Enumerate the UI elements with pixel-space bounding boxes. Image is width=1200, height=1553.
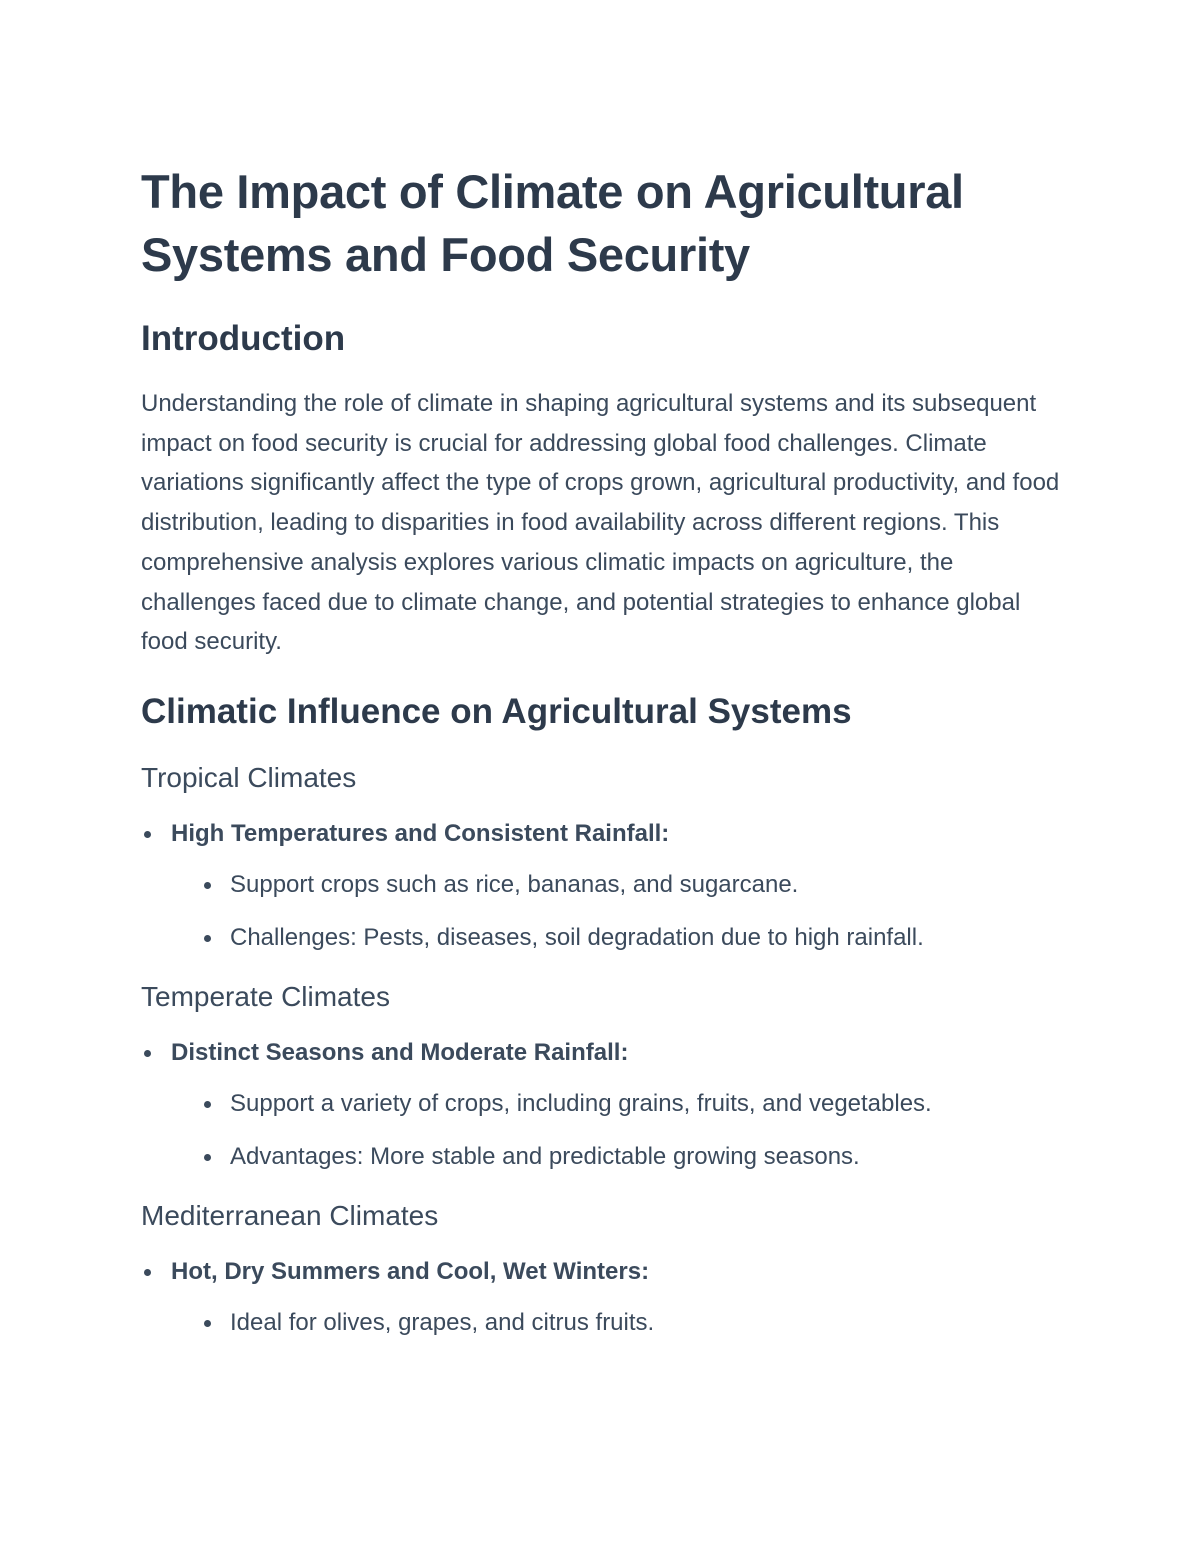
sub-list xyxy=(171,867,1061,956)
sub-list-item xyxy=(171,867,1061,903)
sub-list xyxy=(171,1305,1061,1341)
list-item-label: Distinct Seasons and Moderate Rainfall: xyxy=(171,1038,629,1066)
mediterranean-climates-heading: Mediterranean Climates xyxy=(141,1199,439,1231)
bullet-icon xyxy=(204,1101,211,1108)
tropical-climates-heading: Tropical Climates xyxy=(141,761,357,793)
sub-list xyxy=(171,1086,1061,1175)
list-item-label: High Temperatures and Consistent Rainfall: xyxy=(171,819,670,847)
sub-list-item xyxy=(171,1086,1061,1122)
mediterranean-list xyxy=(141,1254,1061,1341)
tropical-list xyxy=(141,816,1061,956)
bullet-icon xyxy=(204,1320,211,1327)
climatic-influence-heading: Climatic Influence on Agricultural Systems xyxy=(141,691,852,731)
list-item xyxy=(141,816,1061,956)
bullet-icon xyxy=(204,935,211,942)
introduction-heading: Introduction xyxy=(141,319,346,358)
document-page xyxy=(141,160,1061,1341)
temperate-climates-heading: Temperate Climates xyxy=(141,980,390,1012)
list-item-label: Hot, Dry Summers and Cool, Wet Winters: xyxy=(171,1257,650,1285)
document-title: The Impact of Climate on Agricultural Systems and Food Security xyxy=(141,165,964,281)
sub-list-item-text: Advantages: More stable and predictable growing seasons. xyxy=(230,1142,860,1170)
sub-list-item xyxy=(171,1305,1061,1341)
bullet-icon xyxy=(204,1154,211,1161)
bullet-icon xyxy=(144,1269,151,1276)
list-item xyxy=(141,1254,1061,1341)
sub-list-item-text: Support a variety of crops, including grains, fruits, and vegetables. xyxy=(230,1089,932,1117)
list-item xyxy=(141,1035,1061,1175)
temperate-list xyxy=(141,1035,1061,1175)
bullet-icon xyxy=(144,831,151,838)
sub-list-item xyxy=(171,920,1061,956)
sub-list-item-text: Ideal for olives, grapes, and citrus fruits. xyxy=(230,1308,655,1336)
sub-list-item-text: Challenges: Pests, diseases, soil degradation due to high rainfall. xyxy=(230,923,924,951)
sub-list-item-text: Support crops such as rice, bananas, and sugarcane. xyxy=(230,870,799,898)
introduction-paragraph: Understanding the role of climate in shaping agricultural systems and its subsequent impact on food security is crucial for addressing global food challenges. Climate variations significantly affect the type of crops grown, agricultural productivity, and food distribution, leading to disparities in food availability across different regions. This comprehensive analysis explores various climatic impacts on agriculture, the challenges faced due to climate change, and potential strategies to enhance global food security. xyxy=(141,390,1060,656)
sub-list-item xyxy=(171,1139,1061,1175)
bullet-icon xyxy=(204,882,211,889)
bullet-icon xyxy=(144,1050,151,1057)
